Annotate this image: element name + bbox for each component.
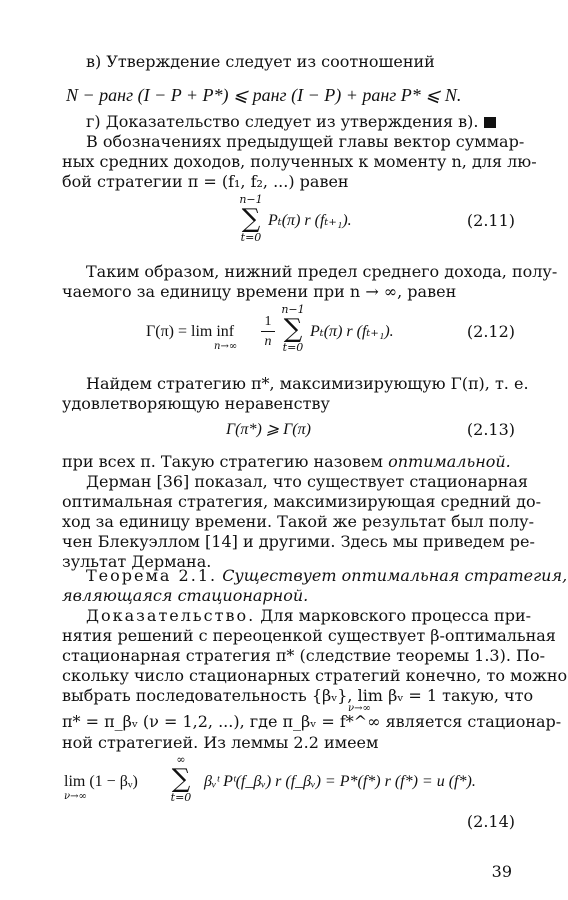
eq-2-14-upper: ∞ [176, 753, 186, 766]
eq-2-12-frac-num: 1 [264, 314, 272, 329]
proof-lim-under: ν→∞ [348, 703, 371, 714]
para5-line-5: зультат Дермана. [62, 552, 212, 571]
para3-line-1: Найдем стратегию π*, максимизирующую Γ(π), т. е. [86, 374, 529, 393]
eq-2-12-under: n→∞ [214, 341, 238, 352]
item-v-text: в) Утверждение следует из соотношений [86, 52, 435, 71]
eq-2-11-body: Pₜ(π) r (fₜ₊₁). [268, 212, 352, 229]
eq-2-12-lower: t=0 [282, 341, 304, 354]
para4-text: при всех π. Такую стратегию назовем [62, 452, 389, 471]
para3-line-2: удовлетворяющую неравенству [62, 394, 330, 413]
eq-2-12-body: Pₜ(π) r (fₜ₊₁). [310, 323, 394, 340]
eq-2-11-sum [236, 194, 266, 244]
eq-2-14-sum [168, 754, 194, 804]
eq-2-12-lhs: Γ(π) = lim inf [146, 323, 235, 340]
theorem-label: Теорема 2.1. [86, 566, 218, 585]
eq-2-14-number: (2.14) [466, 812, 515, 831]
proof-line-5: выбрать последовательность {βᵥ}, lim βᵥ = 1 такую, что [62, 686, 534, 705]
qed-square-icon [484, 117, 496, 128]
eq-2-12-sigma: ∑ [283, 314, 303, 344]
eq-2-12-sum [278, 304, 308, 354]
item-g-text [86, 112, 514, 132]
page-number: 39 [491, 862, 512, 881]
para2-line-2: чаемого за единицу времени при n → ∞, равен [62, 282, 457, 301]
para4 [62, 452, 514, 472]
theorem-line-1 [86, 566, 568, 586]
proof-line-1 [86, 606, 532, 626]
para1-line-3: бой стратегии π = (f₁, f₂, ...) равен [62, 172, 349, 191]
eq-2-14-sigma: ∑ [171, 764, 191, 794]
proof-line-2: нятия решений с переоценкой существует β-оптимальная [62, 626, 556, 645]
para4-italic-term: оптимальной. [388, 452, 511, 471]
eq-2-12-number: (2.12) [466, 322, 515, 341]
eq-2-14-under: ν→∞ [64, 791, 87, 802]
eq-2-12-frac-den: n [264, 334, 272, 349]
proof-line-7: ной стратегией. Из леммы 2.2 имеем [62, 733, 379, 752]
para5-line-3: ход за единицу времени. Такой же результат был полу- [62, 512, 534, 531]
para1-line-2: ных средних доходов, полученных к моменту n, для лю- [62, 152, 537, 171]
eq-2-13-number: (2.13) [466, 420, 515, 439]
para2-line-1: Таким образом, нижний предел среднего дохода, полу- [86, 262, 558, 281]
theorem-text-1: Существует оптимальная стратегия, [222, 566, 568, 585]
formula-v: N − ранг (I − P + P*) ⩽ ранг (I − P) + ранг P* ⩽ N. [66, 85, 462, 105]
eq-2-14-lower: t=0 [170, 791, 192, 804]
eq-2-11-number: (2.11) [466, 211, 515, 230]
eq-2-14-lhs: lim (1 − βᵥ) [64, 773, 138, 790]
theorem-line-2: являющаяся стационарной. [62, 586, 309, 605]
para1-line-1: В обозначениях предыдущей главы вектор суммар- [86, 132, 525, 151]
para5-line-2: оптимальная стратегия, максимизирующая средний до- [62, 492, 542, 511]
proof-text-1: Для марковского процесса при- [260, 606, 532, 625]
proof-line-4: скольку число стационарных стратегий конечно, то можно [62, 666, 568, 685]
proof-line-6: π* = π_βᵥ (ν = 1,2, ...), где π_βᵥ = f*^∞ является стационар- [62, 712, 562, 731]
eq-2-12-upper: n−1 [281, 303, 305, 316]
eq-2-13-body: Γ(π*) ⩾ Γ(π) [226, 421, 311, 438]
proof-line-3: стационарная стратегия π* (следствие теоремы 1.3). По- [62, 646, 546, 665]
eq-2-11-upper: n−1 [239, 193, 263, 206]
para5-line-1: Дерман [36] показал, что существует стационарная [86, 472, 529, 491]
eq-2-11-lower: t=0 [240, 231, 262, 244]
eq-2-14-body: βᵥᵗ Pᵗ(f_βᵥ) r (f_βᵥ) = P*(f*) r (f*) = u (f*). [204, 773, 476, 790]
eq-2-11-sigma: ∑ [241, 204, 261, 234]
para5-line-4: чен Блекуэллом [14] и другими. Здесь мы приведем ре- [62, 532, 535, 551]
item-g-label: г) Доказательство следует из утверждения в). [86, 112, 479, 131]
proof-label: Доказательство. [86, 606, 256, 625]
